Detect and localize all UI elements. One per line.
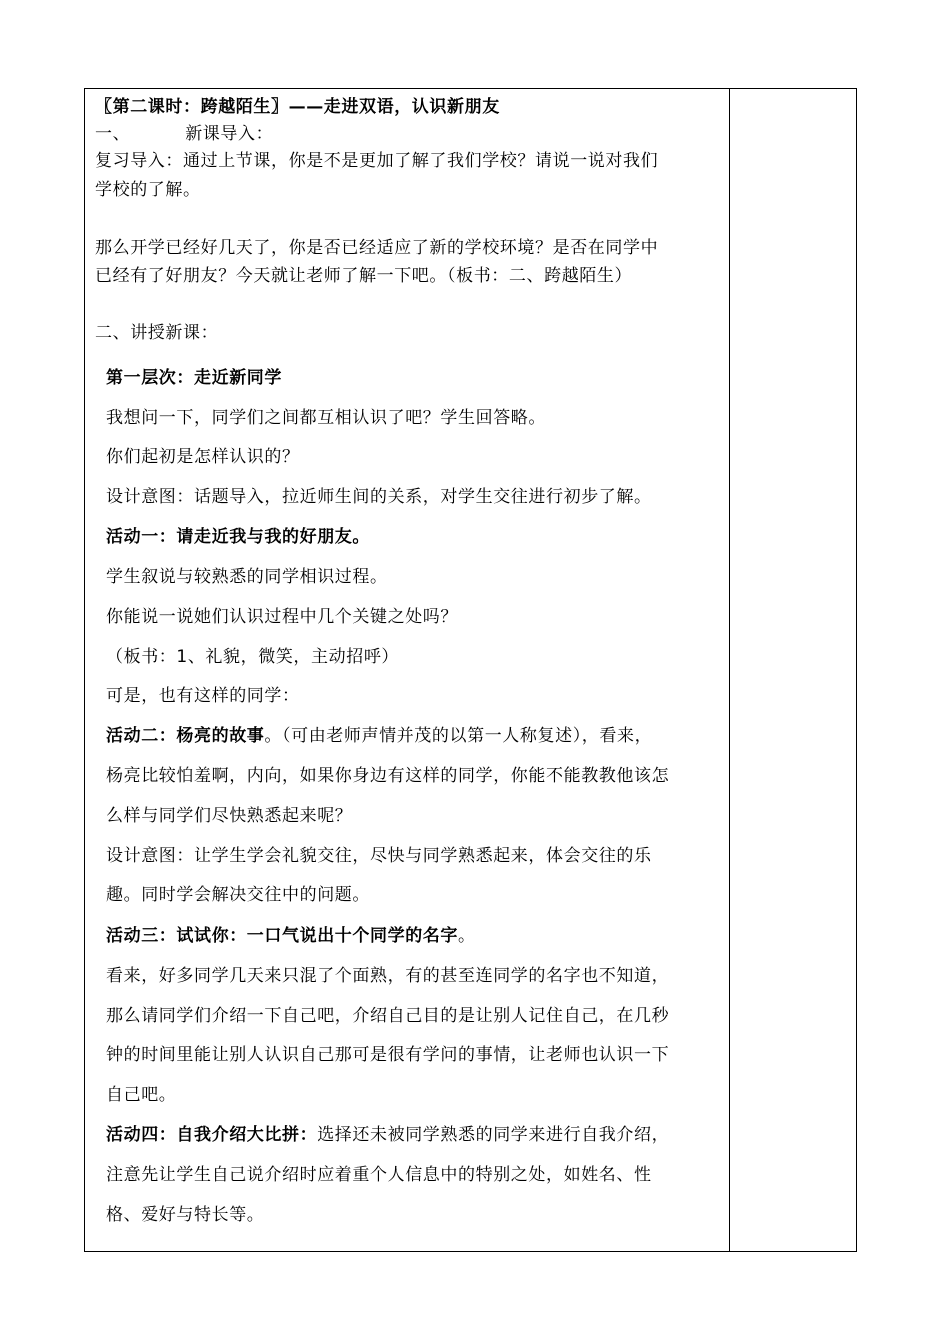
activity2-line-1 <box>106 725 652 747</box>
activity3-line-0 <box>106 925 476 947</box>
activity1-board-note: （板书：1、礼貌，微笑，主动招呼） <box>106 647 400 667</box>
activity2-intent-1: 设计意图：让学生学会礼貌交往，尽快与同学熟悉起来，体会交往的乐 <box>106 846 652 866</box>
activity3-line-3: 钟的时间里能让别人认识自己那可是很有学问的事情，让老师也认识一下 <box>106 1045 670 1065</box>
activity2-line-2: 杨亮比较怕羞啊，内向，如果你身边有这样的同学，你能不能教教他该怎 <box>106 766 670 786</box>
activity2-text-1: 。（可由老师声情并茂的以第一人称复述），看来， <box>264 726 653 746</box>
activity4-line-1 <box>106 1124 669 1146</box>
activity3-line-2: 那么请同学们介绍一下自己吧，介绍自己目的是让别人记住自己，在几秒 <box>106 1006 670 1026</box>
review-line-2: 学校的了解。 <box>95 180 201 200</box>
level1-heading: 第一层次：走近新同学 <box>106 368 282 388</box>
lesson-content-cell <box>85 89 729 1251</box>
activity2-intent-2: 趣。同时学会解决交往中的问题。 <box>106 885 370 905</box>
lesson-title: 〖第二课时：跨越陌生〗——走进双语，认识新朋友 <box>95 97 500 117</box>
lesson-plan-table <box>84 88 857 1252</box>
notes-column-divider <box>729 89 730 1251</box>
activity3-heading: 活动三：试试你：一口气说出十个同学的名字 <box>106 926 458 946</box>
level1-question-1: 我想问一下，同学们之间都互相认识了吧？学生回答略。 <box>106 408 546 428</box>
activity1-line-1: 学生叙说与较熟悉的同学相识过程。 <box>106 567 388 587</box>
activity3-text-1: 。 <box>458 926 476 946</box>
activity4-heading: 活动四：自我介绍大比拼： <box>106 1125 318 1145</box>
review-line-1: 复习导入：通过上节课，你是不是更加了解了我们学校？请说一说对我们 <box>95 151 659 171</box>
activity3-line-4: 自己吧。 <box>106 1085 177 1105</box>
activity2-line-3: 么样与同学们尽快熟悉起来呢？ <box>106 806 353 826</box>
activity2-heading: 活动二：杨亮的故事 <box>106 726 265 746</box>
section1-number: 一、 <box>95 124 131 144</box>
activity4-line-2: 注意先让学生自己说介绍时应着重个人信息中的特别之处，如姓名、性 <box>106 1165 652 1185</box>
section1-heading <box>95 123 273 145</box>
section1-label: 新课导入： <box>185 124 274 144</box>
level1-design-intent: 设计意图：话题导入，拉近师生间的关系，对学生交往进行初步了解。 <box>106 487 652 507</box>
activity3-line-1: 看来，好多同学几天来只混了个面熟，有的甚至连同学的名字也不知道， <box>106 966 670 986</box>
intro-line-1: 那么开学已经好几天了，你是否已经适应了新的学校环境？是否在同学中 <box>95 238 659 258</box>
activity1-heading: 活动一：请走近我与我的好朋友。 <box>106 527 370 547</box>
activity4-text-1: 选择还未被同学熟悉的同学来进行自我介绍， <box>317 1125 670 1145</box>
section2-heading: 二、讲授新课： <box>95 323 219 343</box>
activity4-line-3: 格、爱好与特长等。 <box>106 1205 265 1225</box>
level1-question-2: 你们起初是怎样认识的？ <box>106 447 300 467</box>
activity1-transition: 可是，也有这样的同学： <box>106 686 300 706</box>
activity1-line-2: 你能说一说她们认识过程中几个关键之处吗？ <box>106 607 458 627</box>
intro-line-2: 已经有了好朋友？今天就让老师了解一下吧。（板书：二、跨越陌生） <box>95 266 633 286</box>
